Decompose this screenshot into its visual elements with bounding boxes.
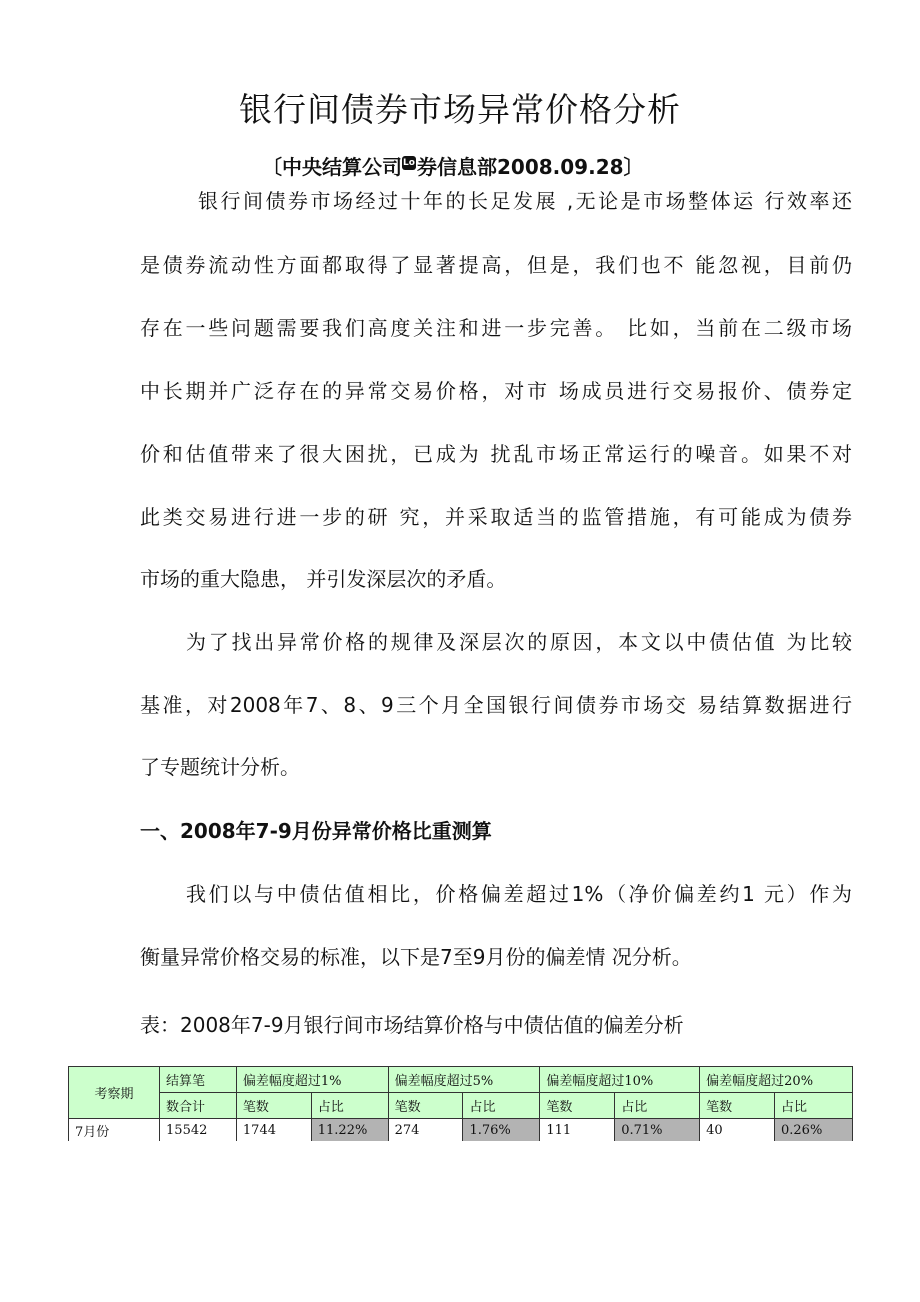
cell-count: 111: [540, 1119, 615, 1142]
document-subtitle: [262, 152, 644, 182]
header-ratio: 占比: [463, 1093, 540, 1119]
paragraph-line: 为了找出异常价格的规律及深层次的原因，本文以中债估值 为比较: [186, 630, 852, 654]
paragraph-line: 价和估值带来了很大困扰，已成为 扰乱市场正常运行的噪音。如果不对: [140, 442, 852, 466]
header-count: 笔数: [388, 1093, 463, 1119]
paragraph-line: 存在一些问题需要我们高度关注和进一步完善。 比如，当前在二级市场: [140, 316, 852, 340]
deviation-table: [68, 1066, 853, 1141]
header-count: 笔数: [700, 1093, 775, 1119]
cell-count: 40: [700, 1119, 775, 1142]
header-group-2: 偏差幅度超过5%: [388, 1067, 540, 1093]
table-caption: 表：2008年7-9月银行间市场结算价格与中债估值的偏差分析: [140, 1013, 684, 1037]
subtitle-prefix: 〔中央结算公司: [262, 155, 402, 179]
header-total-top: 结算笔: [160, 1067, 237, 1093]
paragraph-line: 衡量异常价格交易的标准，以下是7至9月份的偏差情 况分析。: [140, 945, 692, 969]
paragraph-line: 是债券流动性方面都取得了显著提高，但是，我们也不 能忽视，目前仍: [140, 253, 852, 277]
header-ratio: 占比: [775, 1093, 853, 1119]
paragraph-line: 市场的重大隐患， 并引发深层次的矛盾。: [140, 567, 507, 591]
cell-ratio: 0.26%: [775, 1119, 853, 1142]
header-count: 笔数: [236, 1093, 311, 1119]
paragraph-line: 银行间债券市场经过十年的长足发展 ,无论是市场整体运 行效率还: [198, 189, 852, 213]
paragraph-line: 此类交易进行进一步的研 究，并采取适当的监管措施，有可能成为债券: [140, 505, 852, 529]
cell-period: 7月份: [69, 1119, 160, 1142]
cell-ratio: 0.71%: [615, 1119, 700, 1142]
header-ratio: 占比: [311, 1093, 388, 1119]
header-total-bottom: 数合计: [160, 1093, 237, 1119]
header-count: 笔数: [540, 1093, 615, 1119]
header-group-4: 偏差幅度超过20%: [700, 1067, 853, 1093]
cell-ratio: 1.76%: [463, 1119, 540, 1142]
paragraph-line: 我们以与中债估值相比，价格偏差超过1%（净价偏差约1 元）作为: [186, 882, 852, 906]
cell-total: 15542: [160, 1119, 237, 1142]
header-group-3: 偏差幅度超过10%: [540, 1067, 700, 1093]
document-title: 银行间债券市场异常价格分析: [239, 90, 681, 129]
table-header-row: [69, 1067, 853, 1093]
paragraph-line: 中长期并广泛存在的异常交易价格，对市 场成员进行交易报价、债券定: [140, 379, 852, 403]
cell-count: 274: [388, 1119, 463, 1142]
section-heading: 一、2008年7-9月份异常价格比重测算: [140, 819, 492, 843]
broken-glyph-icon: Lo: [403, 158, 415, 168]
header-ratio: 占比: [615, 1093, 700, 1119]
header-period: 考察期: [69, 1067, 160, 1119]
subtitle-suffix: 券信息部2008.09.28〕: [417, 155, 644, 179]
cell-ratio: 11.22%: [311, 1119, 388, 1142]
table-row: [69, 1119, 853, 1142]
paragraph-line: 基准，对2008年7、8、9三个月全国银行间债券市场交 易结算数据进行: [140, 693, 852, 717]
paragraph-line: 了专题统计分析。: [140, 755, 300, 779]
table-subheader-row: [69, 1093, 853, 1119]
header-group-1: 偏差幅度超过1%: [236, 1067, 388, 1093]
cell-count: 1744: [236, 1119, 311, 1142]
